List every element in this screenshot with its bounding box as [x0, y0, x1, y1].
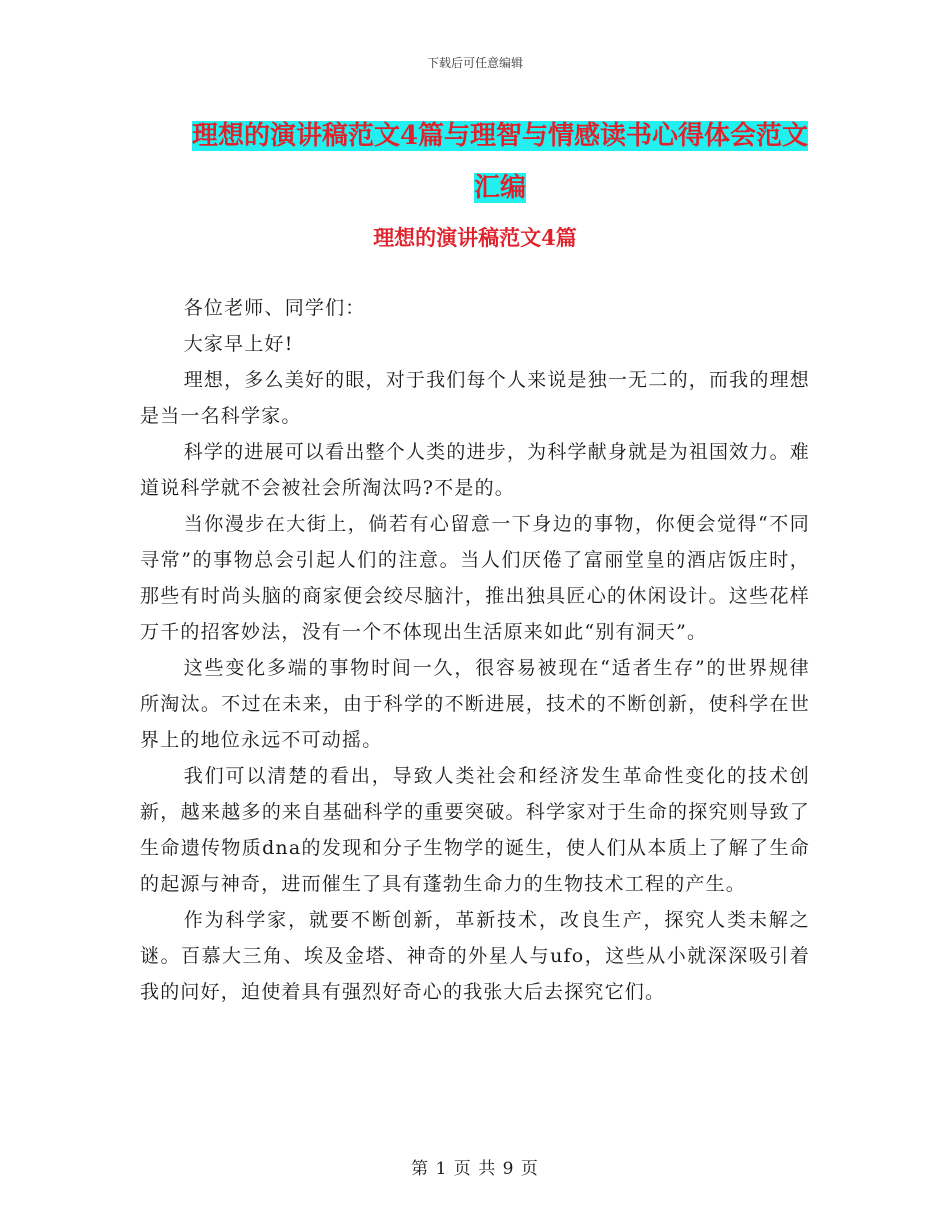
paragraph: 这些变化多端的事物时间一久，很容易被现在“适者生存”的世界规律所淘汰。不过在未来，由于科学的不断进展，技术的不断创新，使科学在世界上的地位永远不可动摇。 [140, 657, 810, 751]
header-note: 下载后可任意编辑 [426, 56, 523, 70]
paragraph: 科学的进展可以看出整个人类的进步，为科学献身就是为祖国效力。难道说科学就不会被社会所淘汰吗?不是的。 [140, 441, 810, 499]
page-number-footer: 第 1 页 共 9 页 [411, 1159, 539, 1179]
section-title: 理想的演讲稿范文4篇 [373, 225, 577, 250]
paragraph: 理想，多么美好的眼，对于我们每个人来说是独一无二的，而我的理想是当一名科学家。 [140, 369, 810, 427]
paragraph: 当你漫步在大街上，倘若有心留意一下身边的事物，你便会觉得“不同寻常”的事物总会引起人们的注意。当人们厌倦了富丽堂皇的酒店饭庄时，那些有时尚头脑的商家便会绞尽脑汁，推出独具匠心的休闲设计。这些花样万千的招客妙法，没有一个不体现出生活原来如此“别有洞天”。 [140, 513, 810, 643]
paragraph: 我们可以清楚的看出，导致人类社会和经济发生革命性变化的技术创新，越来越多的来自基础科学的重要突破。科学家对于生命的探究则导致了生命遗传物质dna的发现和分子生物学的诞生，使人们从本质上了解了生命的起源与神奇，进而催生了具有蓬勃生命力的生物技术工程的产生。 [140, 765, 810, 895]
body-text [140, 290, 810, 1010]
document-title-text: 理想的演讲稿范文4篇与理智与情感读书心得体会范文汇编 [191, 121, 809, 203]
paragraph: 作为科学家，就要不断创新，革新技术，改良生产，探究人类未解之谜。百慕大三角、埃及金塔、神奇的外星人与ufo，这些从小就深深吸引着我的问好，迫使着具有强烈好奇心的我张大后去探究它们。 [140, 909, 810, 1003]
paragraph: 大家早上好! [183, 333, 294, 355]
paragraph: 各位老师、同学们： [183, 297, 366, 319]
document-title [190, 110, 810, 214]
